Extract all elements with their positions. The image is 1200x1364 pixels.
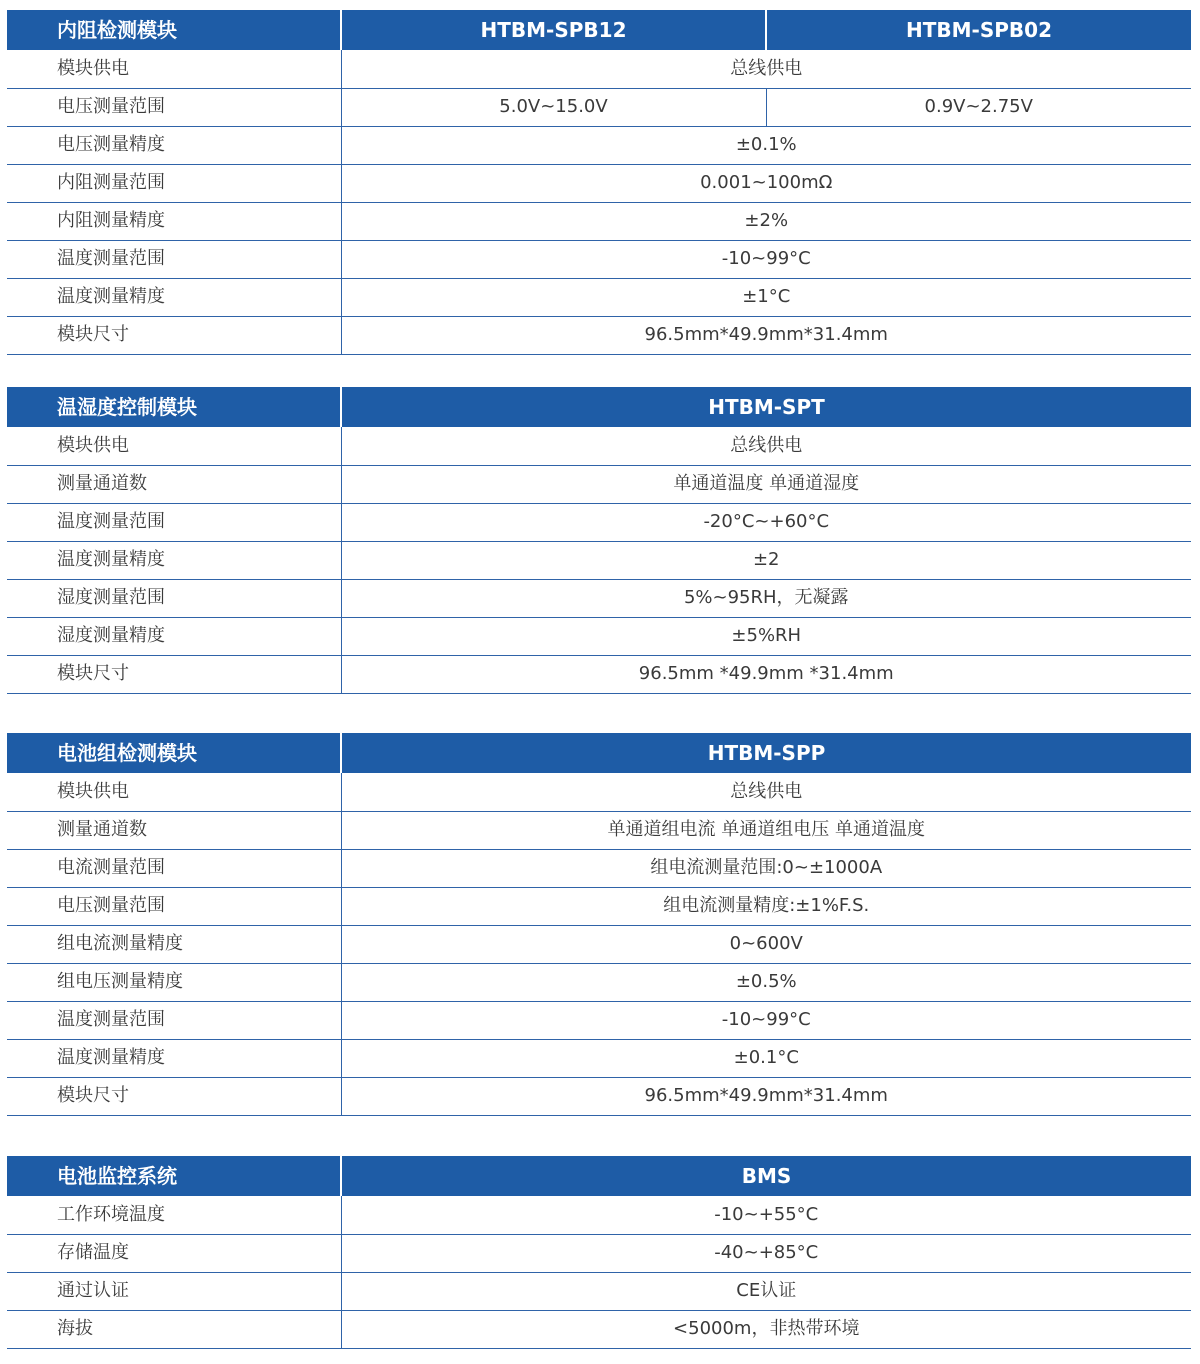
temp-humidity-module-table	[7, 387, 1191, 694]
table-row	[7, 617, 1191, 655]
row-value: ±5%RH	[341, 617, 1191, 655]
battery-pack-module-table	[7, 733, 1191, 1116]
row-value: 组电流测量范围:0~±1000A	[341, 849, 1191, 887]
table-row	[7, 202, 1191, 240]
table-row	[7, 655, 1191, 693]
row-value: 总线供电	[341, 773, 1191, 811]
header-model-1: HTBM-SPB12	[341, 10, 766, 50]
row-value: 组电流测量精度:±1%F.S.	[341, 887, 1191, 925]
row-label: 模块供电	[7, 773, 341, 811]
header-label: 温湿度控制模块	[7, 387, 341, 427]
row-label: 模块供电	[7, 50, 341, 88]
row-value: ±0.1%	[341, 126, 1191, 164]
table-row	[7, 88, 1191, 126]
row-value: 总线供电	[341, 427, 1191, 465]
row-value-1: 5.0V~15.0V	[341, 88, 766, 126]
row-value: ±0.5%	[341, 963, 1191, 1001]
table-row	[7, 164, 1191, 202]
row-label: 测量通道数	[7, 465, 341, 503]
row-label: 测量通道数	[7, 811, 341, 849]
table-row	[7, 465, 1191, 503]
row-label: 模块尺寸	[7, 1077, 341, 1115]
table-header	[7, 387, 1191, 427]
table-row	[7, 1196, 1191, 1234]
table-row	[7, 925, 1191, 963]
row-value: -10~99°C	[341, 1001, 1191, 1039]
row-label: 组电流测量精度	[7, 925, 341, 963]
row-label: 存储温度	[7, 1234, 341, 1272]
table-row	[7, 1310, 1191, 1348]
row-value: ±1°C	[341, 278, 1191, 316]
table-row	[7, 1001, 1191, 1039]
row-label: 温度测量范围	[7, 503, 341, 541]
table-row	[7, 278, 1191, 316]
row-label: 电压测量精度	[7, 126, 341, 164]
row-value: -40~+85°C	[341, 1234, 1191, 1272]
row-label: 内阻测量范围	[7, 164, 341, 202]
table-row	[7, 1077, 1191, 1115]
row-value: -10~+55°C	[341, 1196, 1191, 1234]
table-row	[7, 579, 1191, 617]
row-value: -20°C~+60°C	[341, 503, 1191, 541]
row-label: 内阻测量精度	[7, 202, 341, 240]
row-value: ±0.1°C	[341, 1039, 1191, 1077]
row-value: 0~600V	[341, 925, 1191, 963]
row-label: 温度测量精度	[7, 1039, 341, 1077]
table-row	[7, 887, 1191, 925]
bms-table	[7, 1156, 1191, 1349]
row-value: -10~99°C	[341, 240, 1191, 278]
row-value: ±2%	[341, 202, 1191, 240]
row-value: 5%~95RH，无凝露	[341, 579, 1191, 617]
table-row	[7, 1234, 1191, 1272]
table-row	[7, 811, 1191, 849]
table-row	[7, 316, 1191, 354]
row-value: CE认证	[341, 1272, 1191, 1310]
row-value: 96.5mm*49.9mm*31.4mm	[341, 316, 1191, 354]
header-label: 电池监控系统	[7, 1156, 341, 1196]
header-model: BMS	[341, 1156, 1191, 1196]
row-label: 通过认证	[7, 1272, 341, 1310]
row-label: 组电压测量精度	[7, 963, 341, 1001]
row-value: 总线供电	[341, 50, 1191, 88]
table-row	[7, 1272, 1191, 1310]
row-value: 单通道温度 单通道湿度	[341, 465, 1191, 503]
table-row	[7, 50, 1191, 88]
row-label: 模块供电	[7, 427, 341, 465]
header-label: 电池组检测模块	[7, 733, 341, 773]
table-header	[7, 733, 1191, 773]
row-label: 工作环境温度	[7, 1196, 341, 1234]
table-row	[7, 503, 1191, 541]
table-row	[7, 427, 1191, 465]
internal-resistance-module-table	[7, 10, 1191, 355]
table-header	[7, 10, 1191, 50]
row-value: 单通道组电流 单通道组电压 单通道温度	[341, 811, 1191, 849]
table-row	[7, 240, 1191, 278]
row-value: 0.001~100mΩ	[341, 164, 1191, 202]
table-row	[7, 773, 1191, 811]
table-row	[7, 963, 1191, 1001]
table-row	[7, 849, 1191, 887]
row-label: 温度测量范围	[7, 1001, 341, 1039]
row-value: ±2	[341, 541, 1191, 579]
row-value: 96.5mm*49.9mm*31.4mm	[341, 1077, 1191, 1115]
row-label: 模块尺寸	[7, 316, 341, 354]
row-label: 温度测量精度	[7, 278, 341, 316]
table-header	[7, 1156, 1191, 1196]
table-row	[7, 126, 1191, 164]
table-row	[7, 1039, 1191, 1077]
row-label: 电压测量范围	[7, 887, 341, 925]
row-label: 海拔	[7, 1310, 341, 1348]
row-label: 温度测量范围	[7, 240, 341, 278]
row-value-2: 0.9V~2.75V	[766, 88, 1191, 126]
header-model: HTBM-SPP	[341, 733, 1191, 773]
row-label: 湿度测量范围	[7, 579, 341, 617]
header-model: HTBM-SPT	[341, 387, 1191, 427]
header-label: 内阻检测模块	[7, 10, 341, 50]
row-value: 96.5mm *49.9mm *31.4mm	[341, 655, 1191, 693]
row-label: 温度测量精度	[7, 541, 341, 579]
row-label: 电压测量范围	[7, 88, 341, 126]
row-value: <5000m，非热带环境	[341, 1310, 1191, 1348]
row-label: 湿度测量精度	[7, 617, 341, 655]
row-label: 模块尺寸	[7, 655, 341, 693]
table-row	[7, 541, 1191, 579]
row-label: 电流测量范围	[7, 849, 341, 887]
header-model-2: HTBM-SPB02	[766, 10, 1191, 50]
